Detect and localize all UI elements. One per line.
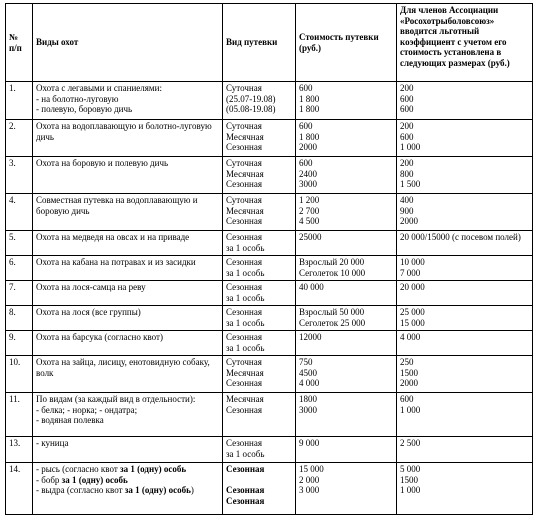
cell-line: 7 000 xyxy=(400,267,421,278)
cell-line: 2 700 xyxy=(299,205,320,216)
cell-line: 25000 xyxy=(299,232,322,242)
cell-line: 2000 xyxy=(400,216,418,226)
cell-line: 200 xyxy=(400,121,414,131)
cell-line: 2000 xyxy=(299,142,317,152)
cell-line: 4 000 xyxy=(299,378,320,388)
cell-line: - куница xyxy=(36,438,69,448)
cell-member-discount xyxy=(397,157,533,194)
header-hunt-kind: Виды охот xyxy=(33,4,223,82)
cell-hunt-kind xyxy=(33,231,223,256)
cell-line: Сезонная xyxy=(226,378,262,388)
cell-line: 2000 xyxy=(400,378,418,388)
cell-line: Сезонная xyxy=(226,495,265,506)
cell-permit-type xyxy=(223,120,296,157)
cell-permit-cost xyxy=(296,393,397,437)
cell-line: Месячная xyxy=(226,205,264,216)
table-body xyxy=(6,82,533,515)
cell-line: Сезонная xyxy=(226,232,262,242)
cell-member-discount xyxy=(397,120,533,157)
cell-number: 6. xyxy=(6,256,33,281)
cell-line: 750 xyxy=(299,357,313,367)
cell-member-discount xyxy=(397,331,533,356)
cell-line: 200 xyxy=(400,83,414,93)
cell-number: 1. xyxy=(6,82,33,120)
cell-line: за 1 особь xyxy=(226,448,265,459)
cell-line-text: - выдра (согласно квот xyxy=(36,485,125,495)
cell-permit-cost xyxy=(296,356,397,393)
cell-line: за 1 особь xyxy=(226,342,265,353)
cell-line: за 1 особь xyxy=(226,292,265,303)
cell-hunt-kind xyxy=(33,306,223,331)
cell-line: 600 xyxy=(299,83,313,93)
cell-hunt-kind xyxy=(33,157,223,194)
cell-line-bold: за 1 (одну) особь xyxy=(61,474,128,485)
table-row xyxy=(6,82,533,120)
cell-line: 12000 xyxy=(299,332,322,342)
cell-number: 11. xyxy=(6,393,33,437)
cell-line: - водяная полевка xyxy=(36,415,104,425)
table-row xyxy=(6,120,533,157)
cell-line: Суточная xyxy=(226,83,262,93)
cell-line: Сезонная xyxy=(226,332,262,342)
cell-line: Суточная xyxy=(226,121,262,131)
cell-line: 600 xyxy=(400,93,414,104)
cell-number: 9. xyxy=(6,331,33,356)
cell-line: Сезонная xyxy=(226,438,262,448)
table-row xyxy=(6,157,533,194)
cell-line: 1 800 xyxy=(299,93,320,104)
cell-hunt-kind xyxy=(33,356,223,393)
cell-member-discount xyxy=(397,194,533,231)
header-permit-type: Вид путевки xyxy=(223,4,296,82)
cell-line: 15 000 xyxy=(400,317,425,328)
cell-line: Суточная xyxy=(226,195,262,205)
cell-line: 9 000 xyxy=(299,438,320,448)
cell-line: - белка; - норка; - ондатра; xyxy=(36,404,138,415)
cell-member-discount xyxy=(397,82,533,120)
table-row xyxy=(6,393,533,437)
cell-line: Сезонная xyxy=(226,142,262,152)
cell-line: (25.07-19.08) xyxy=(226,93,276,104)
cell-line: 4500 xyxy=(299,367,317,378)
cell-line-bold: за 1 (одну) особь xyxy=(120,464,187,474)
cell-line: Взрослый 50 000 xyxy=(299,307,365,317)
table-row xyxy=(6,437,533,463)
cell-line-text: - рысь (согласно квот xyxy=(36,464,121,474)
cell-line: 4 000 xyxy=(400,332,421,342)
cell-line: Сезонная xyxy=(226,404,262,415)
cell-line: Взрослый 20 000 xyxy=(299,257,365,267)
cell-line: 1 000 xyxy=(400,404,421,415)
hunting-permits-table xyxy=(5,3,533,515)
cell-line: 1 000 xyxy=(400,485,421,495)
cell-permit-cost xyxy=(296,231,397,256)
cell-line: 600 xyxy=(400,104,414,114)
cell-member-discount xyxy=(397,437,533,463)
cell-line: - на болотно-луговую xyxy=(36,93,119,104)
table-row xyxy=(6,281,533,306)
cell-permit-cost xyxy=(296,120,397,157)
cell-line: Сезонная xyxy=(226,179,262,189)
cell-permit-cost xyxy=(296,463,397,515)
cell-permit-type xyxy=(223,437,296,463)
cell-number: 10. xyxy=(6,356,33,393)
cell-member-discount xyxy=(397,231,533,256)
cell-line: Охота на водоплавающую и болотно-луговую дичь xyxy=(36,121,212,142)
table-row xyxy=(6,231,533,256)
cell-hunt-kind xyxy=(33,194,223,231)
cell-line: 1500 xyxy=(400,367,418,378)
cell-line-text: ) xyxy=(190,485,194,495)
cell-line xyxy=(36,485,219,496)
cell-hunt-kind xyxy=(33,393,223,437)
cell-hunt-kind xyxy=(33,331,223,356)
cell-hunt-kind xyxy=(33,437,223,463)
cell-hunt-kind xyxy=(33,281,223,306)
cell-line: Месячная xyxy=(226,367,264,378)
cell-permit-type xyxy=(223,281,296,306)
cell-line: 20 000/15000 (с посевом полей) xyxy=(400,232,521,242)
cell-line: 1 000 xyxy=(400,142,421,152)
cell-line: Охота на кабана на потравах и из засидки xyxy=(36,257,196,267)
cell-permit-type xyxy=(223,194,296,231)
cell-line: 2 500 xyxy=(400,438,421,448)
cell-member-discount xyxy=(397,393,533,437)
cell-number: 8. xyxy=(6,306,33,331)
cell-line: Месячная xyxy=(226,168,264,179)
cell-line: 600 xyxy=(400,131,414,142)
cell-permit-type xyxy=(223,231,296,256)
cell-line: Охота на лося-самца на реву xyxy=(36,282,146,292)
cell-line: 1 800 xyxy=(299,131,320,142)
cell-permit-type xyxy=(223,331,296,356)
cell-line: 1 800 xyxy=(299,104,320,114)
header-member-discount: Для членов Ассоциации «Росохотрыболовсоюз» вводится льготный коэффициент с учетом его стоимость установлена в следующих размерах (руб.) xyxy=(397,4,533,82)
cell-line: за 1 особь xyxy=(226,317,265,328)
cell-number: 3. xyxy=(6,157,33,194)
table-row xyxy=(6,194,533,231)
cell-line-text: - бобр xyxy=(36,474,62,485)
cell-line xyxy=(226,475,292,486)
cell-line xyxy=(36,464,219,475)
cell-member-discount xyxy=(397,256,533,281)
cell-number: 13. xyxy=(6,437,33,463)
cell-line: 200 xyxy=(400,158,414,168)
cell-line: Суточная xyxy=(226,158,262,168)
cell-member-discount xyxy=(397,356,533,393)
cell-line: 600 xyxy=(299,121,313,131)
header-permit-cost: Стоимость путевки (руб.) xyxy=(296,4,397,82)
cell-line: Охота с легавыми и спаниелями: xyxy=(36,83,162,93)
cell-hunt-kind xyxy=(33,256,223,281)
cell-line: 2 000 xyxy=(299,474,320,485)
table-row xyxy=(6,306,533,331)
table-row xyxy=(6,331,533,356)
cell-line: Сеголеток 10 000 xyxy=(299,267,366,278)
cell-line: 1800 xyxy=(299,394,317,404)
cell-line: 15 000 xyxy=(299,464,324,474)
cell-line: - полевую, боровую дичь xyxy=(36,104,133,114)
cell-line: Месячная xyxy=(226,394,264,404)
cell-line: Сезонная xyxy=(226,464,265,474)
cell-number: 7. xyxy=(6,281,33,306)
cell-line: (05.08-19.08) xyxy=(226,104,276,114)
cell-permit-type xyxy=(223,356,296,393)
cell-line: 10 000 xyxy=(400,257,425,267)
cell-member-discount xyxy=(397,281,533,306)
cell-hunt-kind xyxy=(33,120,223,157)
cell-number: 14. xyxy=(6,463,33,515)
cell-line: 5 000 xyxy=(400,464,421,474)
cell-number: 2. xyxy=(6,120,33,157)
cell-line: 250 xyxy=(400,357,414,367)
cell-line: Сезонная xyxy=(226,485,265,495)
cell-line: Сезонная xyxy=(226,216,262,226)
cell-line xyxy=(36,475,219,486)
cell-line: 900 xyxy=(400,205,414,216)
cell-line: за 1 особь xyxy=(226,242,265,253)
cell-line: Совместная путевка на водоплавающую и боровую дичь xyxy=(36,195,198,216)
cell-line: 600 xyxy=(400,394,414,404)
cell-line: Сезонная xyxy=(226,307,262,317)
cell-line: Сезонная xyxy=(226,257,262,267)
cell-permit-cost xyxy=(296,437,397,463)
table-row xyxy=(6,256,533,281)
table-row xyxy=(6,463,533,515)
cell-permit-cost xyxy=(296,82,397,120)
header-row xyxy=(6,4,533,82)
cell-line: 3000 xyxy=(299,404,317,415)
header-number: № п/п xyxy=(6,4,33,82)
cell-line: Сеголеток 25 000 xyxy=(299,317,366,328)
cell-hunt-kind xyxy=(33,82,223,120)
cell-line: Охота на лося (все группы) xyxy=(36,307,141,317)
cell-line: Сезонная xyxy=(226,282,262,292)
cell-permit-type xyxy=(223,82,296,120)
cell-line: Охота на барсука (согласно квот) xyxy=(36,332,163,342)
cell-line: 3 000 xyxy=(299,485,320,495)
cell-permit-cost xyxy=(296,256,397,281)
cell-line: 20 000 xyxy=(400,282,425,292)
cell-line: 800 xyxy=(400,168,414,179)
cell-line: 400 xyxy=(400,195,414,205)
cell-line: 1 500 xyxy=(400,179,421,189)
cell-line: Месячная xyxy=(226,131,264,142)
cell-line: Суточная xyxy=(226,357,262,367)
cell-line: Охота на боровую и полевую дичь xyxy=(36,158,169,168)
cell-permit-type xyxy=(223,157,296,194)
cell-permit-type xyxy=(223,306,296,331)
cell-line-bold: за 1 (одну) особь xyxy=(124,485,191,495)
cell-permit-cost xyxy=(296,281,397,306)
cell-line: 600 xyxy=(299,158,313,168)
cell-member-discount xyxy=(397,306,533,331)
cell-permit-cost xyxy=(296,306,397,331)
cell-number: 5. xyxy=(6,231,33,256)
cell-member-discount xyxy=(397,463,533,515)
cell-line: 40 000 xyxy=(299,282,324,292)
cell-permit-type xyxy=(223,463,296,515)
cell-permit-type xyxy=(223,393,296,437)
cell-permit-cost xyxy=(296,194,397,231)
cell-line: 3000 xyxy=(299,179,317,189)
cell-hunt-kind xyxy=(33,463,223,515)
cell-line: Охота на медведя на овсах и на приваде xyxy=(36,232,190,242)
table-row xyxy=(6,356,533,393)
cell-permit-cost xyxy=(296,157,397,194)
cell-permit-cost xyxy=(296,331,397,356)
cell-line: за 1 особь xyxy=(226,267,265,278)
cell-line: 2400 xyxy=(299,168,317,179)
cell-permit-type xyxy=(223,256,296,281)
price-list-document xyxy=(5,3,532,515)
cell-line: Охота на зайца, лисицу, енотовидную собаку, волк xyxy=(36,357,210,378)
cell-line: 1 200 xyxy=(299,195,320,205)
cell-number: 4. xyxy=(6,194,33,231)
cell-line: 1500 xyxy=(400,474,418,485)
cell-line: 25 000 xyxy=(400,307,425,317)
cell-line: 4 500 xyxy=(299,216,320,226)
cell-line: По видам (за каждый вид в отдельности): xyxy=(36,394,196,404)
